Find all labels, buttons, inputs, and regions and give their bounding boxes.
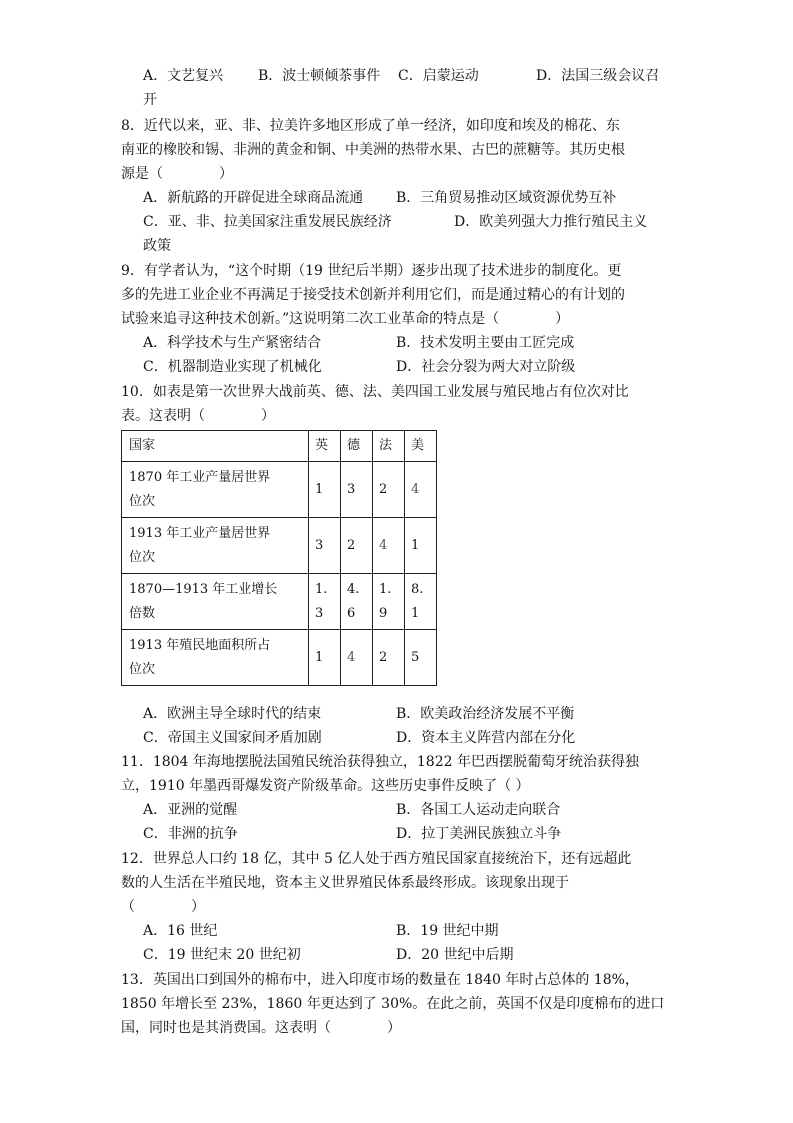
cell-value: 4 [411, 481, 420, 497]
q13-stem-line1: 13．英国出口到国外的棉布中，进入印度市场的数量在 1840 年时占总体的 18%， [121, 972, 639, 988]
cell-value-line1: 4. [347, 581, 360, 597]
cell-value-line2: 6 [347, 605, 356, 621]
table-cell [341, 462, 373, 518]
table-row [122, 462, 437, 518]
table-cell [373, 630, 405, 686]
table-cell [405, 574, 437, 630]
cell-value: 1 [315, 649, 324, 665]
q11-stem-line2: 立，1910 年墨西哥爆发资产阶级革命。这些历史事件反映了（ ） [121, 778, 530, 794]
table-cell [405, 518, 437, 574]
table-row [122, 518, 437, 574]
q8-stem-line1: 8．近代以来，亚、非、拉美许多地区形成了单一经济，如印度和埃及的棉花、东 [121, 118, 620, 134]
table-cell [309, 630, 341, 686]
q11-option-a[interactable]: A．亚洲的觉醒 [143, 802, 238, 818]
q11-option-c[interactable]: C．非洲的抗争 [143, 826, 238, 842]
q7-option-d[interactable]: D．法国三级会议召 [536, 68, 660, 84]
q8-option-a[interactable]: A．新航路的开辟促进全球商品流通 [143, 190, 364, 206]
q12-stem-line2: 数的人生活在半殖民地，资本主义世界殖民体系最终形成。该现象出现于 [121, 875, 569, 891]
row-label-line1: 1913 年殖民地面积所占 [129, 637, 271, 653]
table-cell [341, 574, 373, 630]
table-cell [373, 462, 405, 518]
cell-value-line1: 8. [411, 581, 424, 597]
q10-option-d[interactable]: D．资本主义阵营内部在分化 [396, 730, 576, 746]
q11-option-d[interactable]: D．拉丁美洲民族独立斗争 [396, 826, 562, 842]
row-label-line2: 位次 [129, 661, 156, 677]
cell-value: 1 [315, 481, 324, 497]
cell-value: 2 [379, 481, 388, 497]
table-row-label [122, 574, 309, 630]
q9-option-c[interactable]: C．机器制造业实现了机械化 [143, 359, 322, 375]
q12-stem-line1: 12．世界总人口约 18 亿，其中 5 亿人处于西方殖民国家直接统治下，还有远超此 [121, 851, 632, 867]
table-row [122, 574, 437, 630]
q8-option-d[interactable]: D．欧美列强大力推行殖民主义 [454, 214, 648, 230]
table-cell [309, 462, 341, 518]
table-cell [341, 630, 373, 686]
table-row-label [122, 630, 309, 686]
table-header-row [122, 431, 437, 462]
q7-option-b[interactable]: B．波士顿倾茶事件 [258, 68, 381, 84]
table-header-cell: 国家 [122, 431, 309, 462]
table-header-cell: 德 [341, 431, 373, 462]
q9-option-b[interactable]: B．技术发明主要由工匠完成 [396, 335, 575, 351]
cell-value: 4 [379, 537, 388, 553]
q9-stem-line1: 9．有学者认为，“这个时期（19 世纪后半期）逐步出现了技术进步的制度化。更 [121, 263, 622, 279]
q8-option-d-continued: 政策 [143, 238, 171, 254]
cell-value: 1 [411, 537, 420, 553]
q10-option-c[interactable]: C．帝国主义国家间矛盾加剧 [143, 730, 322, 746]
q8-stem-line3: 源是（ ） [121, 166, 233, 182]
table-cell [373, 574, 405, 630]
row-label-line1: 1870 年工业产量居世界 [129, 469, 271, 485]
q9-stem-line3: 试验来追寻这种技术创新。”这说明第二次工业革命的特点是（ ） [121, 311, 570, 327]
q8-option-c[interactable]: C．亚、非、拉美国家注重发展民族经济 [143, 214, 392, 230]
q13-stem-line3: 国，同时也是其消费国。这表明（ ） [121, 1020, 401, 1036]
table-row-label [122, 518, 309, 574]
table-row [122, 630, 437, 686]
q11-stem-line1: 11．1804 年海地摆脱法国殖民统治获得独立，1822 年巴西摆脱葡萄牙统治获得独 [121, 754, 639, 770]
q13-stem-line2: 1850 年增长至 23%，1860 年更达到了 30%。在此之前，英国不仅是印度棉布的进口 [121, 996, 665, 1012]
q8-stem-line2: 南亚的橡胶和锡、非洲的黄金和铜、中美洲的热带水果、古巴的蔗糖等。其历史根 [121, 142, 625, 158]
row-label-line2: 倍数 [129, 605, 156, 621]
q12-option-d[interactable]: D．20 世纪中后期 [396, 947, 514, 963]
table-cell [405, 630, 437, 686]
q7-option-a[interactable]: A．文艺复兴 [143, 68, 224, 84]
table-cell [373, 518, 405, 574]
row-label-line1: 1870—1913 年工业增长 [129, 581, 278, 597]
table-header-cell: 法 [373, 431, 405, 462]
cell-value: 2 [347, 537, 356, 553]
cell-value: 4 [347, 649, 356, 665]
q9-option-d[interactable]: D．社会分裂为两大对立阶级 [396, 359, 576, 375]
cell-value: 5 [411, 649, 420, 665]
q10-option-a[interactable]: A．欧洲主导全球时代的结束 [143, 706, 322, 722]
q10-option-b[interactable]: B．欧美政治经济发展不平衡 [396, 706, 575, 722]
cell-value-line1: 1. [315, 581, 328, 597]
row-label-line2: 位次 [129, 549, 156, 565]
q10-comparison-table [121, 430, 437, 686]
cell-value-line2: 3 [315, 605, 324, 621]
q12-option-c[interactable]: C．19 世纪末 20 世纪初 [143, 947, 301, 963]
q7-option-d-continued: 开 [143, 92, 157, 108]
cell-value-line1: 1. [379, 581, 392, 597]
q10-stem-line2: 表。这表明（ ） [121, 408, 275, 424]
q12-option-a[interactable]: A．16 世纪 [143, 923, 218, 939]
q10-stem-line1: 10．如表是第一次世界大战前英、德、法、美四国工业发展与殖民地占有位次对比 [121, 384, 629, 400]
table-row-label [122, 462, 309, 518]
table-cell [405, 462, 437, 518]
cell-value: 2 [379, 649, 388, 665]
q9-stem-line2: 多的先进工业企业不再满足于接受技术创新并利用它们，而是通过精心的有计划的 [121, 287, 625, 303]
cell-value: 3 [347, 481, 356, 497]
cell-value: 3 [315, 537, 324, 553]
q8-option-b[interactable]: B．三角贸易推动区域资源优势互补 [396, 190, 617, 206]
table-cell [309, 518, 341, 574]
row-label-line1: 1913 年工业产量居世界 [129, 525, 271, 541]
table-header-cell: 英 [309, 431, 341, 462]
q12-stem-line3: （ ） [121, 899, 205, 915]
cell-value-line2: 9 [379, 605, 388, 621]
row-label-line2: 位次 [129, 493, 156, 509]
q12-option-b[interactable]: B．19 世纪中期 [396, 923, 499, 939]
q9-option-a[interactable]: A．科学技术与生产紧密结合 [143, 335, 322, 351]
q7-option-c[interactable]: C．启蒙运动 [398, 68, 479, 84]
table-cell [341, 518, 373, 574]
cell-value-line2: 1 [411, 605, 420, 621]
q11-option-b[interactable]: B．各国工人运动走向联合 [396, 802, 561, 818]
table-cell [309, 574, 341, 630]
table-header-cell: 美 [405, 431, 437, 462]
